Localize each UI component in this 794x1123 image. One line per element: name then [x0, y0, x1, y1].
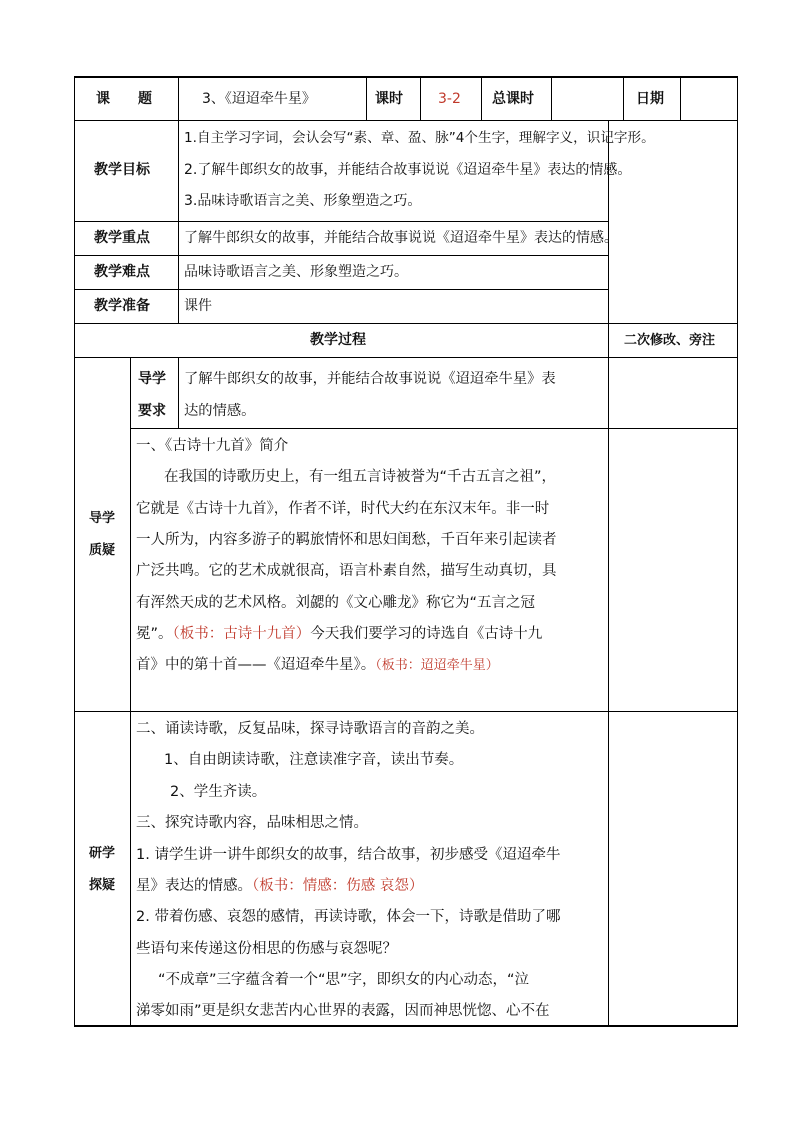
table-col-divider: [551, 76, 552, 120]
board-note: （板书：情感：伤感 哀怨）: [252, 878, 424, 894]
paragraph-line: 广泛共鸣。它的艺术成就很高，语言朴素自然，描写生动真切，具: [136, 563, 557, 579]
preparation-value: 课件: [184, 298, 212, 314]
board-note: （板书：古诗十九首）: [172, 626, 311, 642]
paragraph-line: 有浑然天成的艺术风格。刘勰的《文心雕龙》称它为“五言之冠: [136, 595, 536, 611]
guide-side-label: 导学: [89, 511, 116, 526]
date-label: 日期: [636, 91, 664, 107]
study-side-label: 研学: [89, 846, 116, 861]
board-note: （板书：迢迢牵牛星）: [375, 658, 499, 673]
paragraph-text: 冕”。: [136, 626, 173, 642]
key-point-label: 教学重点: [94, 230, 150, 246]
process-header: 教学过程: [310, 332, 366, 348]
table-col-divider: [178, 76, 179, 120]
section-title: 一、《古诗十九首》简介: [136, 438, 289, 454]
table-col-divider: [608, 120, 609, 1025]
requirement-text: 了解牛郎织女的故事，并能结合故事说说《迢迢牵牛星》表: [184, 371, 556, 387]
table-row-divider: [74, 255, 608, 256]
notes-header: 二次修改、旁注: [624, 333, 716, 348]
table-row-divider: [74, 120, 738, 121]
lesson-value: 3-2: [438, 91, 461, 107]
objectives-label: 教学目标: [94, 162, 150, 178]
study-line: 些语句来传递这份相思的伤感与哀怨呢？: [136, 941, 397, 957]
study-line: 二、诵读诗歌，反复品味，探寻诗歌语言的音韵之美。: [136, 721, 484, 737]
preparation-label: 教学准备: [94, 298, 150, 314]
key-point-value: 了解牛郎织女的故事，并能结合故事说说《迢迢牵牛星》表达的情感。: [184, 230, 618, 246]
table-row-divider: [74, 357, 738, 358]
table-col-divider: [481, 76, 482, 120]
lesson-label: 课时: [375, 91, 403, 107]
paragraph-line: [136, 650, 499, 681]
study-line: “不成章”三字蕴含着一个“思”字，即织女的内心动态，“泣: [158, 972, 530, 988]
study-line: 1、自由朗读诗歌，注意读准字音，读出节奏。: [164, 752, 464, 768]
objective-item: 3.品味诗歌语言之美、形象塑造之巧。: [184, 193, 422, 209]
guide-side-label: 质疑: [89, 543, 116, 558]
difficulty-label: 教学难点: [94, 264, 150, 280]
study-text: 星》表达的情感。: [136, 878, 252, 894]
table-col-divider: [178, 120, 179, 323]
paragraph-text: 今天我们要学习的诗选自《古诗十九: [310, 626, 543, 642]
study-line: [136, 871, 423, 901]
study-line: 2. 带着伤感、哀怨的感情，再读诗歌，体会一下，诗歌是借助了哪: [136, 909, 561, 925]
requirement-text: 达的情感。: [184, 403, 256, 419]
table-col-divider: [420, 76, 421, 120]
table-row-divider: [130, 428, 738, 429]
table-border: [737, 76, 738, 1027]
requirement-label: 导学: [138, 371, 166, 387]
paragraph-line: [136, 619, 542, 649]
table-col-divider: [178, 357, 179, 428]
table-border: [74, 76, 75, 1027]
table-border: [74, 76, 738, 78]
study-side-label: 探疑: [89, 878, 116, 893]
paragraph-line: 一人所为，内容多游子的羁旅情怀和思妇闺愁，千百年来引起读者: [136, 532, 557, 548]
total-lessons-label: 总课时: [492, 91, 534, 107]
table-col-divider: [366, 76, 367, 120]
table-row-divider: [74, 323, 738, 324]
table-col-divider: [680, 76, 681, 120]
requirement-label: 要求: [138, 403, 166, 419]
paragraph-text: 首》中的第十首——《迢迢牵牛星》。: [136, 657, 376, 673]
subject-label: 课 题: [96, 91, 152, 107]
objective-item: 2.了解牛郎织女的故事，并能结合故事说说《迢迢牵牛星》表达的情感。: [184, 162, 632, 178]
paragraph-line: 它就是《古诗十九首》，作者不详，时代大约在东汉末年。非一时: [136, 501, 550, 517]
objective-item: 1.自主学习字词，会认会写“素、章、盈、脉”4个生字，理解字义，识记字形。: [184, 130, 655, 146]
table-row-divider: [74, 221, 608, 222]
paragraph-line: 在我国的诗歌历史上，有一组五言诗被誉为“千古五言之祖”，: [164, 469, 557, 485]
table-col-divider: [130, 357, 131, 1025]
table-col-divider: [623, 76, 624, 120]
study-line: 三、探究诗歌内容，品味相思之情。: [136, 815, 368, 831]
table-row-divider: [74, 289, 608, 290]
study-line: 涕零如雨”更是织女悲苦内心世界的表露，因而神思恍惚、心不在: [136, 1003, 550, 1019]
study-line: 1. 请学生讲一讲牛郎织女的故事，结合故事，初步感受《迢迢牵牛: [136, 847, 561, 863]
subject-value: 3、《迢迢牵牛星》: [202, 91, 316, 107]
difficulty-value: 品味诗歌语言之美、形象塑造之巧。: [184, 264, 408, 280]
table-row-divider: [74, 711, 738, 712]
study-line: 2、学生齐读。: [170, 784, 267, 800]
